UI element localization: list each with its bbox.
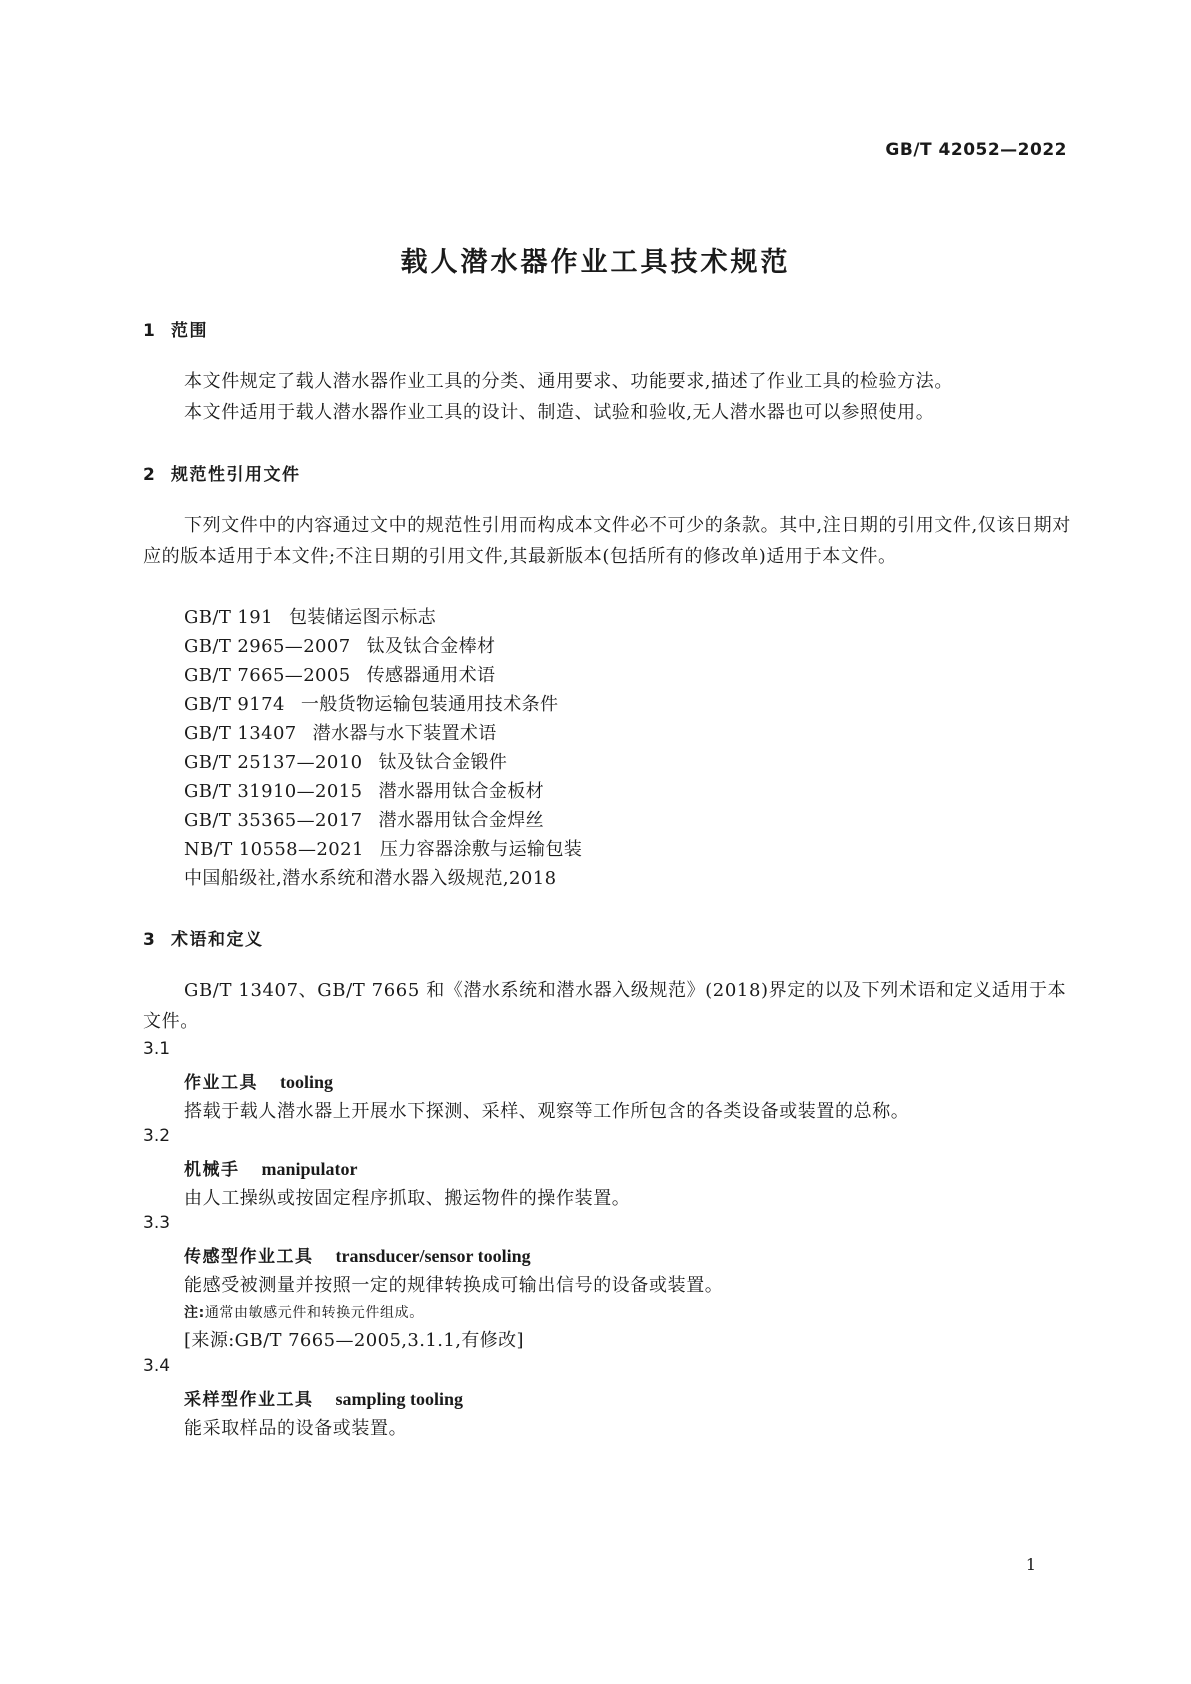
reference-title: 潜水器用钛合金焊丝	[378, 810, 545, 831]
reference-item	[184, 661, 495, 687]
term-english: sampling tooling	[335, 1389, 464, 1409]
reference-code: GB/T 191	[184, 607, 273, 628]
clause-number: 3.1	[143, 1039, 171, 1059]
term-note	[184, 1302, 424, 1322]
term-chinese: 机械手	[184, 1160, 240, 1180]
clause-number: 3.2	[143, 1126, 171, 1146]
reference-item	[184, 835, 582, 861]
term-chinese: 传感型作业工具	[184, 1247, 314, 1267]
section-title: 术语和定义	[171, 930, 264, 950]
reference-extra: 中国船级社,潜水系统和潜水器入级规范,2018	[184, 868, 557, 889]
term-source: [来源:GB/T 7665—2005,3.1.1,有修改]	[184, 1330, 524, 1351]
reference-item	[184, 806, 544, 832]
reference-code: GB/T 25137—2010	[184, 752, 363, 773]
reference-code: GB/T 9174	[184, 694, 285, 715]
reference-title: 一般货物运输包装通用技术条件	[300, 694, 559, 715]
note-label: 注:	[184, 1305, 205, 1321]
section-title: 规范性引用文件	[171, 465, 301, 485]
reference-item	[184, 603, 436, 629]
reference-item	[184, 719, 497, 745]
reference-code: GB/T 31910—2015	[184, 781, 363, 802]
section-number: 1	[143, 321, 157, 341]
reference-title: 压力容器涂敷与运输包装	[379, 839, 583, 860]
section-number: 3	[143, 930, 157, 950]
reference-item	[184, 632, 495, 658]
term-entry	[184, 1242, 531, 1267]
reference-code: GB/T 7665—2005	[184, 665, 351, 686]
reference-title: 钛及钛合金锻件	[378, 752, 508, 773]
reference-item	[184, 690, 558, 716]
page-number: 1	[1025, 1555, 1036, 1574]
section-title: 范围	[171, 321, 208, 341]
reference-item	[184, 748, 507, 774]
term-entry	[184, 1068, 333, 1093]
reference-item	[184, 777, 544, 803]
reference-code: GB/T 2965—2007	[184, 636, 351, 657]
reference-title: 传感器通用术语	[366, 665, 496, 686]
reference-title: 包装储运图示标志	[288, 607, 437, 628]
term-definition: 能感受被测量并按照一定的规律转换成可输出信号的设备或装置。	[184, 1275, 724, 1296]
clause-number: 3.3	[143, 1213, 171, 1233]
reference-code: NB/T 10558—2021	[184, 839, 364, 860]
scope-paragraph: 本文件规定了载人潜水器作业工具的分类、通用要求、功能要求,描述了作业工具的检验方法。	[184, 371, 953, 392]
reference-title: 钛及钛合金棒材	[366, 636, 496, 657]
terms-intro: GB/T 13407、GB/T 7665 和《潜水系统和潜水器入级规范》(2018)界定的以及下列术语和定义适用于本文件。	[143, 980, 1067, 1032]
term-english: transducer/sensor tooling	[335, 1246, 531, 1266]
term-definition: 能采取样品的设备或装置。	[184, 1418, 408, 1439]
section-heading-terms	[143, 925, 264, 950]
document-title: 载人潜水器作业工具技术规范	[400, 247, 791, 278]
term-english: manipulator	[261, 1159, 358, 1179]
section-number: 2	[143, 465, 157, 485]
document-code: GB/T 42052—2022	[885, 140, 1067, 160]
reference-title: 潜水器与水下装置术语	[312, 723, 497, 744]
note-text: 通常由敏感元件和转换元件组成。	[204, 1305, 424, 1321]
term-definition: 由人工操纵或按固定程序抓取、搬运物件的操作装置。	[184, 1188, 631, 1209]
term-chinese: 作业工具	[184, 1073, 258, 1093]
term-chinese: 采样型作业工具	[184, 1390, 314, 1410]
term-english: tooling	[280, 1072, 334, 1092]
term-entry	[184, 1155, 358, 1180]
references-intro: 下列文件中的内容通过文中的规范性引用而构成本文件必不可少的条款。其中,注日期的引用文件,仅该日期对应的版本适用于本文件;不注日期的引用文件,其最新版本(包括所有的修改单)适用于本文件。	[143, 515, 1071, 567]
reference-title: 潜水器用钛合金板材	[378, 781, 545, 802]
reference-code: GB/T 35365—2017	[184, 810, 363, 831]
term-entry	[184, 1385, 463, 1410]
reference-code: GB/T 13407	[184, 723, 297, 744]
term-definition: 搭载于载人潜水器上开展水下探测、采样、观察等工作所包含的各类设备或装置的总称。	[184, 1101, 910, 1122]
clause-number: 3.4	[143, 1356, 171, 1376]
section-heading-scope	[143, 316, 208, 341]
scope-paragraph: 本文件适用于载人潜水器作业工具的设计、制造、试验和验收,无人潜水器也可以参照使用。	[184, 402, 935, 423]
section-heading-references	[143, 460, 301, 485]
